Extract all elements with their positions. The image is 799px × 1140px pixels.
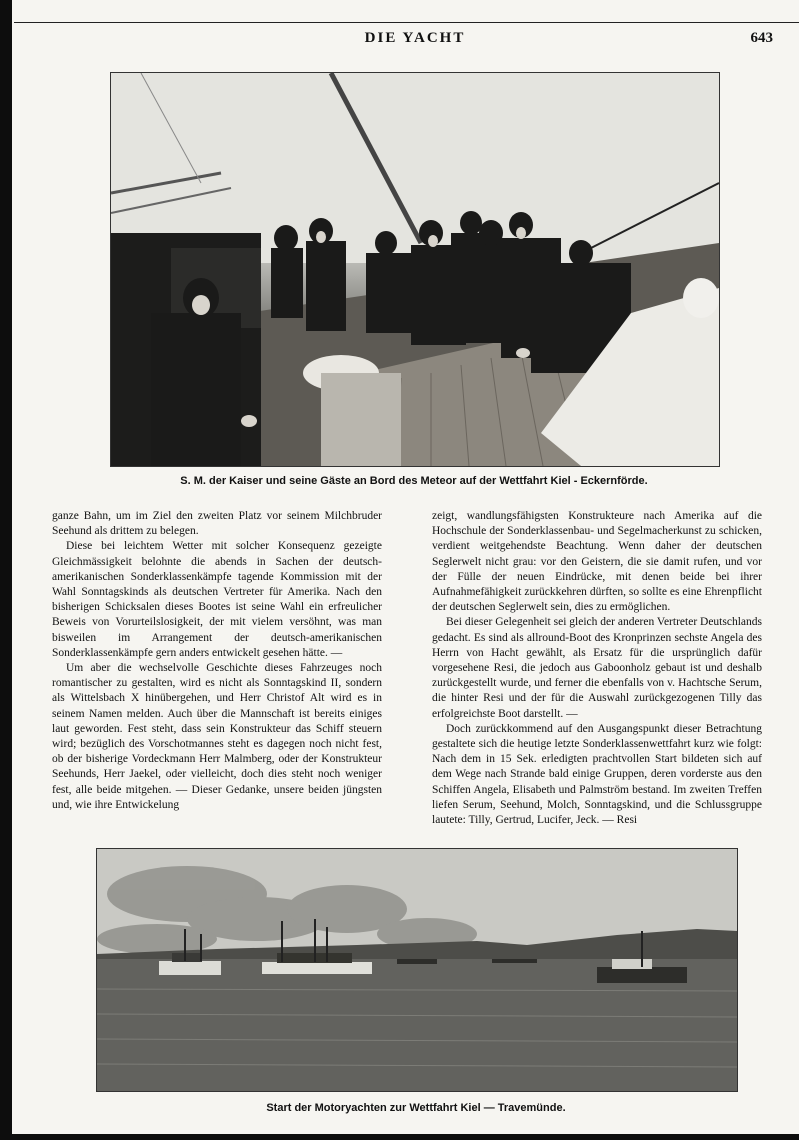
harbor-photo-illustration xyxy=(97,849,737,1091)
article-column-right xyxy=(432,509,762,828)
photo-motor-yacht-start xyxy=(96,848,738,1092)
paragraph: zeigt, wandlungsfähigsten Konstrukteure nach Amerika auf die Hochschule der Sonderklassenbau- und Segelmacherkunst zu schicken, verdient weitgehendste Beachtung. Wenn daher der deutschen Seglerwelt nicht grau: vor den Geistern, die sie damit rufen, und vor der Fülle der neuen Eindrücke, mit denen beide bei ihrer Aufnahmefähigkeit zurückkehren dürften, so sollte es eine Ehrenpflicht der deutschen Seglerwelt sein, dies zu ermöglichen. xyxy=(432,510,762,614)
paragraph: Um aber die wechselvolle Geschichte dieses Fahrzeuges noch romantischer zu gestalten, wird es nicht als Sonntagskind II, sondern als Wittelsbach X hinübergehen, und Herr Christof Alt wird es in seinem Namen melden. Auch über die Mannschaft ist bereits einiges laut geworden. Fest steht, dass sein Konstrukteur das Schiff steuern wird; bezüglich des Vorschotmannes steht es dagegen noch nicht fest, ob der bisherige Vordeckmann Herr Malmberg, oder der Konstrukteur Seehunds, Herr Jaekel, oder vielleicht, doch dies steht noch weniger fest, alle beide mitgehen. — Dieser Gedanke, unsere beiden jüngsten und, wie ihre Entwickelung xyxy=(52,662,382,811)
paragraph: ganze Bahn, um im Ziel den zweiten Platz vor seinem Milchbruder Seehund als drittem zu belegen. xyxy=(52,510,382,538)
scan-bottom-edge xyxy=(0,1134,799,1140)
paragraph: Bei dieser Gelegenheit sei gleich der anderen Vertreter Deutschlands gedacht. Es sind als allround-Boot des Kronprinzen sechste Angela des Herrn von Hacht gewählt, als Ersatz für die ursprünglich dafür vorgesehene Resi, die jedoch aus Gaboonholz gebaut ist und deshalb zurückgestellt wurde, und ferner die ebenfalls von v. Hachtsche Serum, die hinter Resi und der für die Auswahl zurückgezogenen Tilly das erfolgreichste Boot darstellt. — xyxy=(432,616,762,720)
yacht-deck-photo-illustration xyxy=(111,73,719,466)
paragraph: Doch zurückkommend auf den Ausgangspunkt dieser Betrachtung gestaltete sich die heutige letzte Sonderklassenwettfahrt kurz wie folgt: Nach dem in 15 Sek. erledigten prachtvollen Start bildeten sich auf dem Wege nach Strande bald einige Gruppen, deren vorderste aus den Schiffen Angela, Elisabeth und Palmström bestand. Im zweiten Treffen liefen Serum, Seehund, Molch, Sonntagskind, und die Schlussgruppe lautete: Tilly, Gertrud, Lucifer, Jeck. — Resi xyxy=(432,722,762,827)
running-title: DIE YACHT xyxy=(364,30,466,46)
paragraph: Diese bei leichtem Wetter mit solcher Konsequenz gezeigte Gleichmässigkeit belohnte die abends in Sachen der deutsch-amerikanischen Sonderklassenkämpfe tagende Kommission mit der Wahl Sonntagskinds als deutschen Vertreter für Amerika. Nach den bisherigen Schicksalen dieses Bootes ist seine Wahl ein erfreulicher Beweis von Vorurteilslosigkeit, der mit vielem versöhnt, was man bisweilen im Arrangement der deutsch-amerikanischen Sonderklassenkämpfe gern anders entwickelt gesehen hätte. — xyxy=(52,540,382,659)
photo-caption-bottom: Start der Motoryachten zur Wettfahrt Kiel — Travemünde. xyxy=(266,1102,566,1114)
article-column-left xyxy=(52,509,382,813)
scan-binding-edge xyxy=(0,0,12,1140)
photo-caption-top: S. M. der Kaiser und seine Gäste an Bord des Meteor auf der Wettfahrt Kiel - Eckernförde. xyxy=(180,475,648,487)
page-number: 643 xyxy=(750,30,773,46)
header-rule xyxy=(14,22,799,23)
photo-kaiser-aboard-meteor xyxy=(110,72,720,467)
